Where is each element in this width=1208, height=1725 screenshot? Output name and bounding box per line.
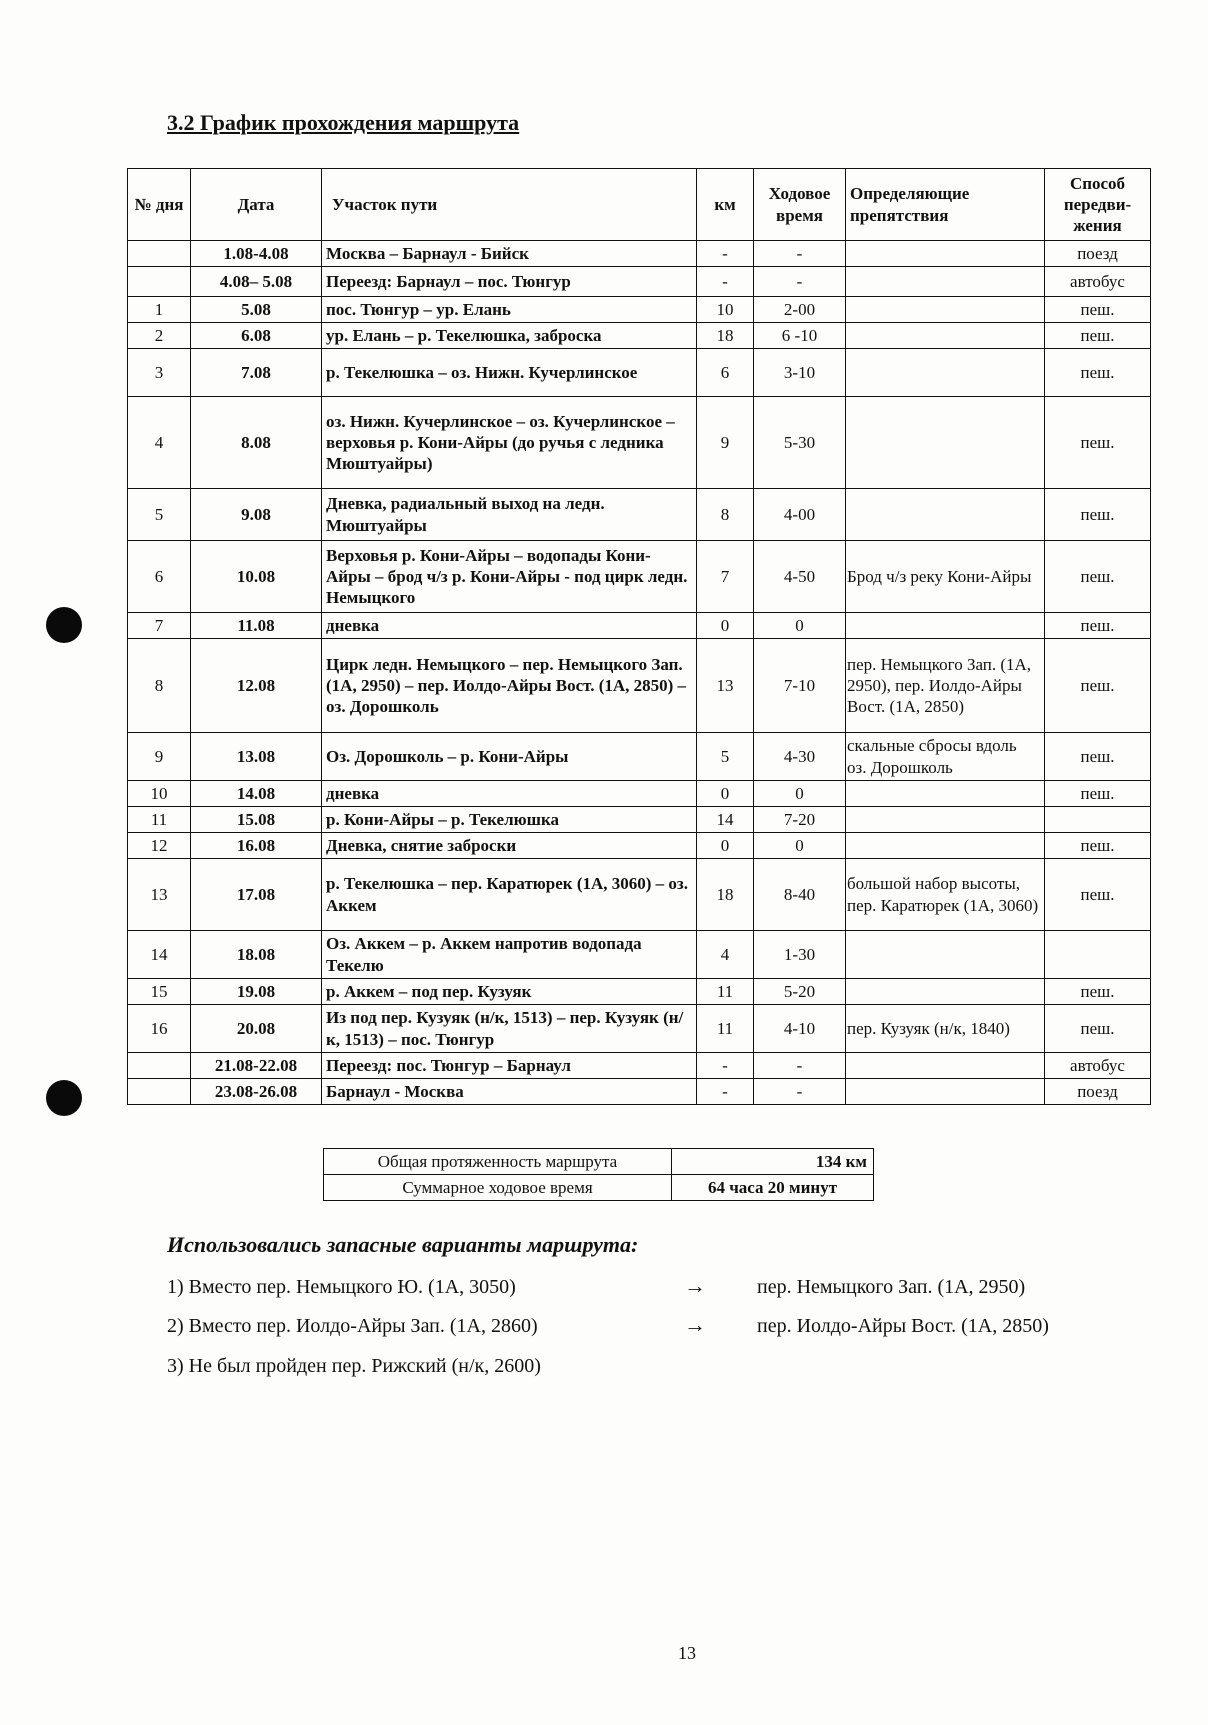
summary-row-length — [324, 1149, 874, 1175]
cell-section: р. Текелюшка – пер. Каратюрек (1А, 3060) – оз. Аккем — [322, 859, 697, 931]
cell-date: 6.08 — [191, 323, 322, 349]
cell-day: 6 — [128, 541, 191, 613]
cell-time: 4-10 — [754, 1005, 846, 1053]
cell-km: 7 — [697, 541, 754, 613]
cell-time: 5-30 — [754, 397, 846, 489]
cell-date: 11.08 — [191, 613, 322, 639]
table-row — [128, 297, 1151, 323]
col-header-obstacles: Определяющие препятствия — [846, 169, 1045, 241]
cell-day — [128, 241, 191, 267]
table-row — [128, 1005, 1151, 1053]
cell-time: - — [754, 1079, 846, 1105]
cell-section: Дневка, снятие заброски — [322, 833, 697, 859]
cell-mode: пеш. — [1045, 613, 1151, 639]
cell-km: 0 — [697, 781, 754, 807]
cell-obstacles — [846, 979, 1045, 1005]
cell-km: 0 — [697, 613, 754, 639]
cell-km: 11 — [697, 979, 754, 1005]
cell-obstacles: большой набор высоты, пер. Каратюрек (1А, 3060) — [846, 859, 1045, 931]
alternative-3-text: 3) Не был пройден пер. Рижский (н/к, 2600) — [167, 1355, 541, 1377]
cell-obstacles — [846, 931, 1045, 979]
table-row — [128, 541, 1151, 613]
cell-mode: пеш. — [1045, 297, 1151, 323]
summary-length-label: Общая протяженность маршрута — [324, 1149, 672, 1175]
col-header-mode: Способ передви-жения — [1045, 169, 1151, 241]
cell-mode: пеш. — [1045, 489, 1151, 541]
cell-day — [128, 1053, 191, 1079]
cell-section: Из под пер. Кузуяк (н/к, 1513) – пер. Кузуяк (н/к, 1513) – пос. Тюнгур — [322, 1005, 697, 1053]
cell-time: 2-00 — [754, 297, 846, 323]
cell-obstacles — [846, 349, 1045, 397]
cell-obstacles — [846, 241, 1045, 267]
cell-obstacles — [846, 297, 1045, 323]
cell-time: 7-10 — [754, 639, 846, 733]
table-row — [128, 397, 1151, 489]
table-header-row — [128, 169, 1151, 241]
cell-time: 0 — [754, 781, 846, 807]
cell-time: - — [754, 241, 846, 267]
table-row — [128, 267, 1151, 297]
table-row — [128, 323, 1151, 349]
table-row — [128, 781, 1151, 807]
cell-mode: пеш. — [1045, 397, 1151, 489]
cell-mode: пеш. — [1045, 733, 1151, 781]
cell-day: 7 — [128, 613, 191, 639]
table-row — [128, 1079, 1151, 1105]
cell-date: 20.08 — [191, 1005, 322, 1053]
cell-km: 11 — [697, 1005, 754, 1053]
cell-obstacles — [846, 1079, 1045, 1105]
table-row — [128, 733, 1151, 781]
cell-obstacles — [846, 807, 1045, 833]
cell-obstacles: скальные сбросы вдоль оз. Дорошколь — [846, 733, 1045, 781]
cell-section: р. Кони-Айры – р. Текелюшка — [322, 807, 697, 833]
cell-time: 4-50 — [754, 541, 846, 613]
cell-day: 1 — [128, 297, 191, 323]
punch-hole-bottom — [46, 1080, 82, 1116]
col-header-time: Ходовое время — [754, 169, 846, 241]
cell-km: 9 — [697, 397, 754, 489]
page-number: 13 — [678, 1643, 696, 1663]
cell-section: пос. Тюнгур – ур. Елань — [322, 297, 697, 323]
cell-obstacles — [846, 489, 1045, 541]
cell-mode: поезд — [1045, 241, 1151, 267]
alternative-1-from: 1) Вместо пер. Немыцкого Ю. (1А, 3050) — [167, 1276, 516, 1298]
cell-mode — [1045, 931, 1151, 979]
alternative-2-from: 2) Вместо пер. Иолдо-Айры Зап. (1А, 2860) — [167, 1315, 538, 1337]
cell-mode: пеш. — [1045, 859, 1151, 931]
cell-date: 9.08 — [191, 489, 322, 541]
cell-section: Верховья р. Кони-Айры – водопады Кони-Айры – брод ч/з р. Кони-Айры - под цирк ледн. Немыцкого — [322, 541, 697, 613]
cell-day: 12 — [128, 833, 191, 859]
cell-date: 13.08 — [191, 733, 322, 781]
cell-km: 5 — [697, 733, 754, 781]
cell-day: 14 — [128, 931, 191, 979]
table-row — [128, 241, 1151, 267]
cell-mode: пеш. — [1045, 833, 1151, 859]
col-header-date: Дата — [191, 169, 322, 241]
alternatives-title: Использовались запасные варианты маршрута: — [167, 1232, 639, 1257]
cell-date: 4.08– 5.08 — [191, 267, 322, 297]
table-row — [128, 979, 1151, 1005]
cell-date: 10.08 — [191, 541, 322, 613]
cell-obstacles — [846, 323, 1045, 349]
cell-obstacles — [846, 1053, 1045, 1079]
cell-km: 6 — [697, 349, 754, 397]
cell-date: 15.08 — [191, 807, 322, 833]
cell-km: 4 — [697, 931, 754, 979]
cell-day: 11 — [128, 807, 191, 833]
cell-day — [128, 1079, 191, 1105]
cell-section: Переезд: Барнаул – пос. Тюнгур — [322, 267, 697, 297]
cell-date: 8.08 — [191, 397, 322, 489]
cell-mode: пеш. — [1045, 1005, 1151, 1053]
table-row — [128, 859, 1151, 931]
cell-mode: поезд — [1045, 1079, 1151, 1105]
cell-day: 2 — [128, 323, 191, 349]
cell-date: 23.08-26.08 — [191, 1079, 322, 1105]
cell-section: Дневка, радиальный выход на ледн. Мюштуайры — [322, 489, 697, 541]
route-schedule-table — [127, 168, 1151, 1105]
alternative-1-to: пер. Немыцкого Зап. (1А, 2950) — [757, 1276, 1026, 1298]
table-row — [128, 807, 1151, 833]
punch-hole-top — [46, 607, 82, 643]
cell-day: 8 — [128, 639, 191, 733]
cell-time: - — [754, 1053, 846, 1079]
cell-km: 13 — [697, 639, 754, 733]
cell-km: 0 — [697, 833, 754, 859]
cell-section: оз. Нижн. Кучерлинское – оз. Кучерлинское – верховья р. Кони-Айры (до ручья с ледника Мюштуайры) — [322, 397, 697, 489]
col-header-km: км — [697, 169, 754, 241]
cell-date: 14.08 — [191, 781, 322, 807]
cell-section: дневка — [322, 781, 697, 807]
cell-section: р. Аккем – под пер. Кузуяк — [322, 979, 697, 1005]
cell-day: 16 — [128, 1005, 191, 1053]
cell-km: - — [697, 267, 754, 297]
cell-km: - — [697, 1053, 754, 1079]
cell-date: 7.08 — [191, 349, 322, 397]
cell-day: 10 — [128, 781, 191, 807]
cell-mode: пеш. — [1045, 639, 1151, 733]
page-title: 3.2 График прохождения маршрута — [167, 110, 520, 135]
cell-mode — [1045, 807, 1151, 833]
summary-row-time — [324, 1175, 874, 1201]
cell-date: 21.08-22.08 — [191, 1053, 322, 1079]
cell-time: 1-30 — [754, 931, 846, 979]
cell-time: 4-30 — [754, 733, 846, 781]
cell-obstacles: пер. Кузуяк (н/к, 1840) — [846, 1005, 1045, 1053]
cell-time: 7-20 — [754, 807, 846, 833]
cell-section: Оз. Дорошколь – р. Кони-Айры — [322, 733, 697, 781]
table-row — [128, 1053, 1151, 1079]
arrow-right-icon: → — [684, 1312, 706, 1337]
table-row — [128, 931, 1151, 979]
cell-km: 18 — [697, 323, 754, 349]
alternative-2-to: пер. Иолдо-Айры Вост. (1А, 2850) — [757, 1315, 1049, 1337]
table-row — [128, 613, 1151, 639]
col-header-day: № дня — [128, 169, 191, 241]
cell-day: 4 — [128, 397, 191, 489]
cell-time: 4-00 — [754, 489, 846, 541]
cell-km: - — [697, 1079, 754, 1105]
cell-date: 12.08 — [191, 639, 322, 733]
cell-obstacles — [846, 267, 1045, 297]
cell-section: р. Текелюшка – оз. Нижн. Кучерлинское — [322, 349, 697, 397]
cell-obstacles — [846, 833, 1045, 859]
cell-section: Переезд: пос. Тюнгур – Барнаул — [322, 1053, 697, 1079]
cell-day: 9 — [128, 733, 191, 781]
summary-time-label: Суммарное ходовое время — [324, 1175, 672, 1201]
cell-mode: пеш. — [1045, 323, 1151, 349]
cell-mode: пеш. — [1045, 781, 1151, 807]
summary-time-value: 64 часа 20 минут — [672, 1175, 874, 1201]
cell-day: 15 — [128, 979, 191, 1005]
cell-km: 14 — [697, 807, 754, 833]
cell-date: 5.08 — [191, 297, 322, 323]
cell-obstacles: Брод ч/з реку Кони-Айры — [846, 541, 1045, 613]
cell-date: 17.08 — [191, 859, 322, 931]
cell-mode: автобус — [1045, 267, 1151, 297]
cell-day: 3 — [128, 349, 191, 397]
summary-length-value: 134 км — [672, 1149, 874, 1175]
cell-day: 13 — [128, 859, 191, 931]
col-header-section: Участок пути — [322, 169, 697, 241]
table-row — [128, 489, 1151, 541]
cell-km: 18 — [697, 859, 754, 931]
cell-date: 18.08 — [191, 931, 322, 979]
cell-day: 5 — [128, 489, 191, 541]
cell-date: 1.08-4.08 — [191, 241, 322, 267]
cell-mode: пеш. — [1045, 979, 1151, 1005]
cell-time: 8-40 — [754, 859, 846, 931]
cell-section: Оз. Аккем – р. Аккем напротив водопада Текелю — [322, 931, 697, 979]
cell-section: Москва – Барнаул - Бийск — [322, 241, 697, 267]
cell-time: 6 -10 — [754, 323, 846, 349]
cell-km: 8 — [697, 489, 754, 541]
cell-km: - — [697, 241, 754, 267]
arrow-right-icon: → — [684, 1273, 706, 1298]
cell-obstacles: пер. Немыцкого Зап. (1А, 2950), пер. Иолдо-Айры Вост. (1А, 2850) — [846, 639, 1045, 733]
cell-mode: пеш. — [1045, 541, 1151, 613]
cell-km: 10 — [697, 297, 754, 323]
cell-section: Цирк ледн. Немыцкого – пер. Немыцкого Зап. (1А, 2950) – пер. Иолдо-Айры Вост. (1А, 2850) – оз. Дорошколь — [322, 639, 697, 733]
table-row — [128, 349, 1151, 397]
cell-day — [128, 267, 191, 297]
cell-time: 5-20 — [754, 979, 846, 1005]
route-summary-table — [323, 1148, 874, 1201]
cell-section: ур. Елань – р. Текелюшка, заброска — [322, 323, 697, 349]
cell-section: дневка — [322, 613, 697, 639]
cell-date: 19.08 — [191, 979, 322, 1005]
cell-date: 16.08 — [191, 833, 322, 859]
cell-time: 0 — [754, 833, 846, 859]
cell-obstacles — [846, 613, 1045, 639]
table-row — [128, 833, 1151, 859]
cell-time: 0 — [754, 613, 846, 639]
cell-section: Барнаул - Москва — [322, 1079, 697, 1105]
cell-mode: пеш. — [1045, 349, 1151, 397]
cell-time: 3-10 — [754, 349, 846, 397]
cell-mode: автобус — [1045, 1053, 1151, 1079]
cell-obstacles — [846, 397, 1045, 489]
cell-obstacles — [846, 781, 1045, 807]
cell-time: - — [754, 267, 846, 297]
table-row — [128, 639, 1151, 733]
